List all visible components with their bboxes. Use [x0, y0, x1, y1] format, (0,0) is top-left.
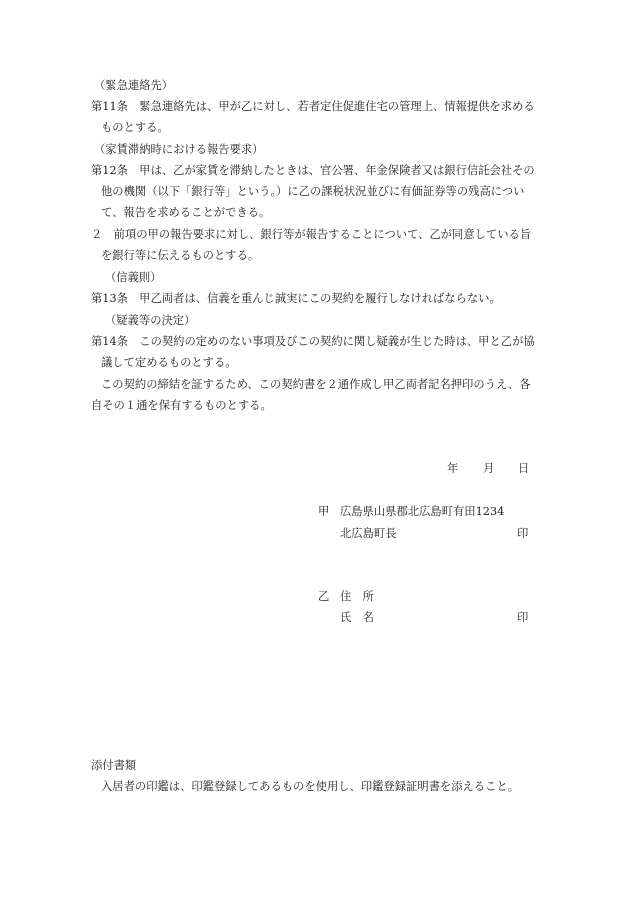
date-month: 月	[483, 462, 495, 475]
article-11-line-2: ものとする。	[101, 121, 169, 134]
party-b-address-label: 住 所	[340, 590, 374, 603]
article-12-line-3: て、報告を求めることができる。	[101, 206, 271, 219]
article-12-para-2-line-2: を銀行等に伝えるものとする。	[101, 249, 260, 262]
article-12-para-2-line-1: ２ 前項の甲の報告要求に対し、銀行等が報告することについて、乙が同意している旨	[91, 228, 532, 241]
date-year: 年	[447, 462, 459, 475]
article-12-heading: （家賃滞納時における報告要求）	[94, 143, 264, 156]
article-14-line-2: 議して定めるものとする。	[101, 356, 237, 369]
party-b-seal: 印	[517, 611, 529, 624]
article-11-heading: （緊急連絡先）	[94, 79, 174, 92]
article-14-line-1: 第14条 この契約の定めのない事項及びこの契約に関し疑義が生じた時は、甲と乙が協	[91, 335, 535, 348]
article-11-line-1: 第11条 緊急連絡先は、甲が乙に対し、若者定住促進住宅の管理上、情報提供を求める	[91, 100, 535, 113]
party-b-name-label: 氏 名	[340, 611, 374, 624]
party-a-seal: 印	[517, 527, 529, 540]
article-12-line-1: 第12条 甲は、乙が家賃を滞納したときは、官公署、年金保険者又は銀行信託会社その	[91, 164, 535, 177]
party-b-label: 乙	[318, 590, 330, 603]
attachments-text: 入居者の印鑑は、印鑑登録してあるものを使用し、印鑑登録証明書を添えること。	[101, 780, 519, 793]
closing-line-1: この契約の締結を証するため、この契約書を２通作成し甲乙両者記名押印のうえ、各	[101, 378, 531, 391]
closing-line-2: 自その１通を保有するものとする。	[91, 399, 272, 412]
article-13-heading: （信義則）	[105, 271, 162, 284]
article-13-line-1: 第13条 甲乙両者は、信義を重んじ誠実にこの契約を履行しなければならない。	[91, 292, 501, 305]
party-a-label: 甲	[318, 505, 330, 518]
article-14-heading: （疑義等の決定）	[105, 314, 196, 327]
party-a-name: 北広島町長	[340, 527, 397, 540]
attachments-heading: 添付書類	[91, 759, 137, 772]
date-day: 日	[518, 462, 530, 475]
article-12-line-2: 他の機関（以下「銀行等」という。）に乙の課税状況並びに有価証券等の残高につい	[101, 185, 525, 198]
party-a-address: 広島県山県郡北広島町有田1234	[340, 505, 505, 518]
